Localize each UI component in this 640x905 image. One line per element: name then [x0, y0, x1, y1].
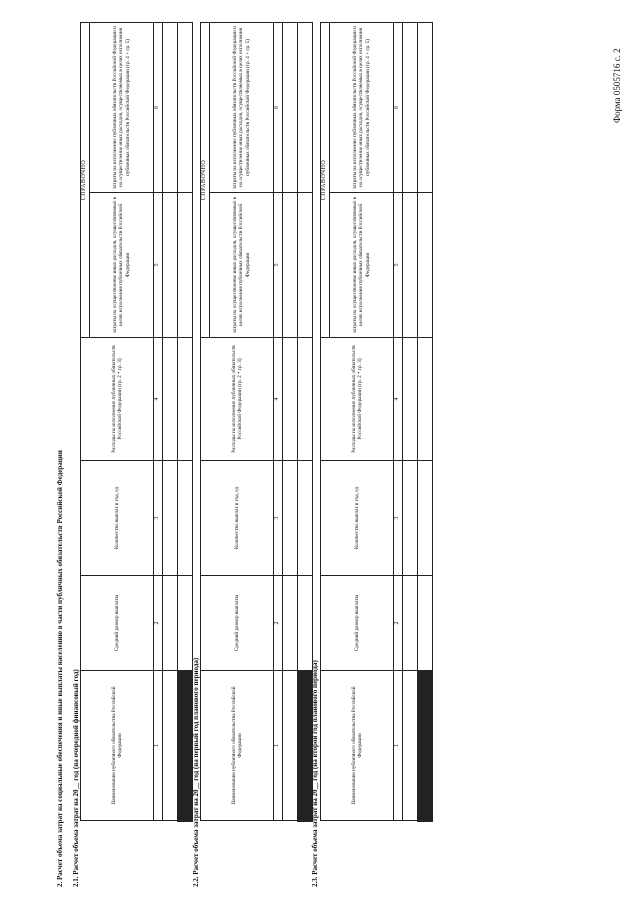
column-number: 4: [274, 338, 283, 461]
header-expenses: Расходы на исполнение публичных обязательств Российской Федерации (гр. 2 * гр. 3): [321, 338, 394, 461]
column-number: 2: [154, 576, 163, 671]
column-number: 1: [274, 671, 283, 821]
data-cell: [283, 461, 298, 576]
total-cell: [418, 461, 433, 576]
total-cell: [178, 23, 193, 193]
total-cell: [298, 461, 313, 576]
total-marker-cell: [418, 671, 433, 821]
total-cell: [418, 338, 433, 461]
total-cell: [298, 193, 313, 338]
data-cell: [403, 338, 418, 461]
total-cell: [298, 23, 313, 193]
data-cell: [403, 461, 418, 576]
total-cell: [418, 23, 433, 193]
data-cell: [163, 193, 178, 338]
total-cell: [178, 193, 193, 338]
column-number: 6: [154, 23, 163, 193]
column-number: 5: [394, 193, 403, 338]
header-reference: СПРАВОЧНО: [321, 23, 330, 338]
header-other-expenses: затраты на осуществление иных расходов, осуществляемых в целях исполнения публичных обязательств Российской Федерации: [210, 193, 274, 338]
column-number: 1: [154, 671, 163, 821]
column-number: 3: [394, 461, 403, 576]
column-number: 5: [154, 193, 163, 338]
form-code: Форма 0505716 с. 2: [612, 48, 622, 123]
header-expenses: Расходы на исполнение публичных обязательств Российской Федерации (гр. 2 * гр. 3): [201, 338, 274, 461]
header-name: Наименование публичного обязательства Российской Федерации: [81, 671, 154, 821]
data-cell: [163, 671, 178, 821]
data-cell: [163, 461, 178, 576]
header-public-obligations: затраты на исполнение публичных обязательств Российской Федерации и на осуществление иных расходов, осуществляемых в целях исполнения публичных обязательств Российской Федерации (гр. 4 + гр. 5): [90, 23, 154, 193]
data-cell: [403, 576, 418, 671]
header-avg-size: Средний размер выплаты: [201, 576, 274, 671]
header-quantity: Количество выплат в год, ед: [321, 461, 394, 576]
table-title-2-3: 2.3. Расчет объема затрат на 20__ год (на второй год планового периода): [311, 660, 319, 887]
column-number: 3: [274, 461, 283, 576]
table-title-2-2: 2.2. Расчет объема затрат на 20__ год (на первый год планового периода): [192, 657, 200, 887]
total-cell: [418, 576, 433, 671]
header-quantity: Количество выплат в год, ед: [81, 461, 154, 576]
header-avg-size: Средний размер выплаты: [81, 576, 154, 671]
header-expenses: Расходы на исполнение публичных обязательств Российской Федерации (гр. 2 * гр. 3): [81, 338, 154, 461]
data-cell: [283, 671, 298, 821]
data-cell: [403, 671, 418, 821]
column-number: 3: [154, 461, 163, 576]
header-other-expenses: затраты на осуществление иных расходов, осуществляемых в целях исполнения публичных обязательств Российской Федерации: [330, 193, 394, 338]
column-number: 6: [394, 23, 403, 193]
data-cell: [403, 193, 418, 338]
header-name: Наименование публичного обязательства Российской Федерации: [321, 671, 394, 821]
column-number: 4: [394, 338, 403, 461]
data-cell: [283, 193, 298, 338]
data-cell: [283, 576, 298, 671]
data-cell: [283, 23, 298, 193]
total-cell: [298, 338, 313, 461]
column-number: 2: [274, 576, 283, 671]
column-number: 1: [394, 671, 403, 821]
header-reference: СПРАВОЧНО: [201, 23, 210, 338]
data-cell: [283, 338, 298, 461]
data-cell: [163, 23, 178, 193]
column-number: 2: [394, 576, 403, 671]
total-marker-cell: [178, 671, 193, 821]
calc-table-2-2: [200, 22, 313, 822]
column-number: 4: [154, 338, 163, 461]
header-avg-size: Средний размер выплаты: [321, 576, 394, 671]
data-cell: [403, 23, 418, 193]
calc-table-2-3: [320, 22, 433, 822]
data-cell: [163, 338, 178, 461]
header-other-expenses: затраты на осуществление иных расходов, осуществляемых в целях исполнения публичных обязательств Российской Федерации: [90, 193, 154, 338]
total-cell: [178, 461, 193, 576]
total-cell: [298, 576, 313, 671]
column-number: 6: [274, 23, 283, 193]
table-title-2-1: 2.1. Расчет объема затрат на 20__ год (на очередной финансовый год): [72, 669, 80, 887]
header-quantity: Количество выплат в год, ед: [201, 461, 274, 576]
data-cell: [163, 576, 178, 671]
header-public-obligations: затраты на исполнение публичных обязательств Российской Федерации и на осуществление иных расходов, осуществляемых в целях исполнения публичных обязательств Российской Федерации (гр. 4 + гр. 5): [330, 23, 394, 193]
total-cell: [178, 576, 193, 671]
header-public-obligations: затраты на исполнение публичных обязательств Российской Федерации и на осуществление иных расходов, осуществляемых в целях исполнения публичных обязательств Российской Федерации (гр. 4 + гр. 5): [210, 23, 274, 193]
calc-table-2-1: [80, 22, 193, 822]
header-name: Наименование публичного обязательства Российской Федерации: [201, 671, 274, 821]
column-number: 5: [274, 193, 283, 338]
total-cell: [178, 338, 193, 461]
header-reference: СПРАВОЧНО: [81, 23, 90, 338]
section-title: 2. Расчет объема затрат на социальные обеспечения и иные выплаты населению в части публичных обязательств Российской Федерации: [56, 450, 64, 887]
total-cell: [418, 193, 433, 338]
